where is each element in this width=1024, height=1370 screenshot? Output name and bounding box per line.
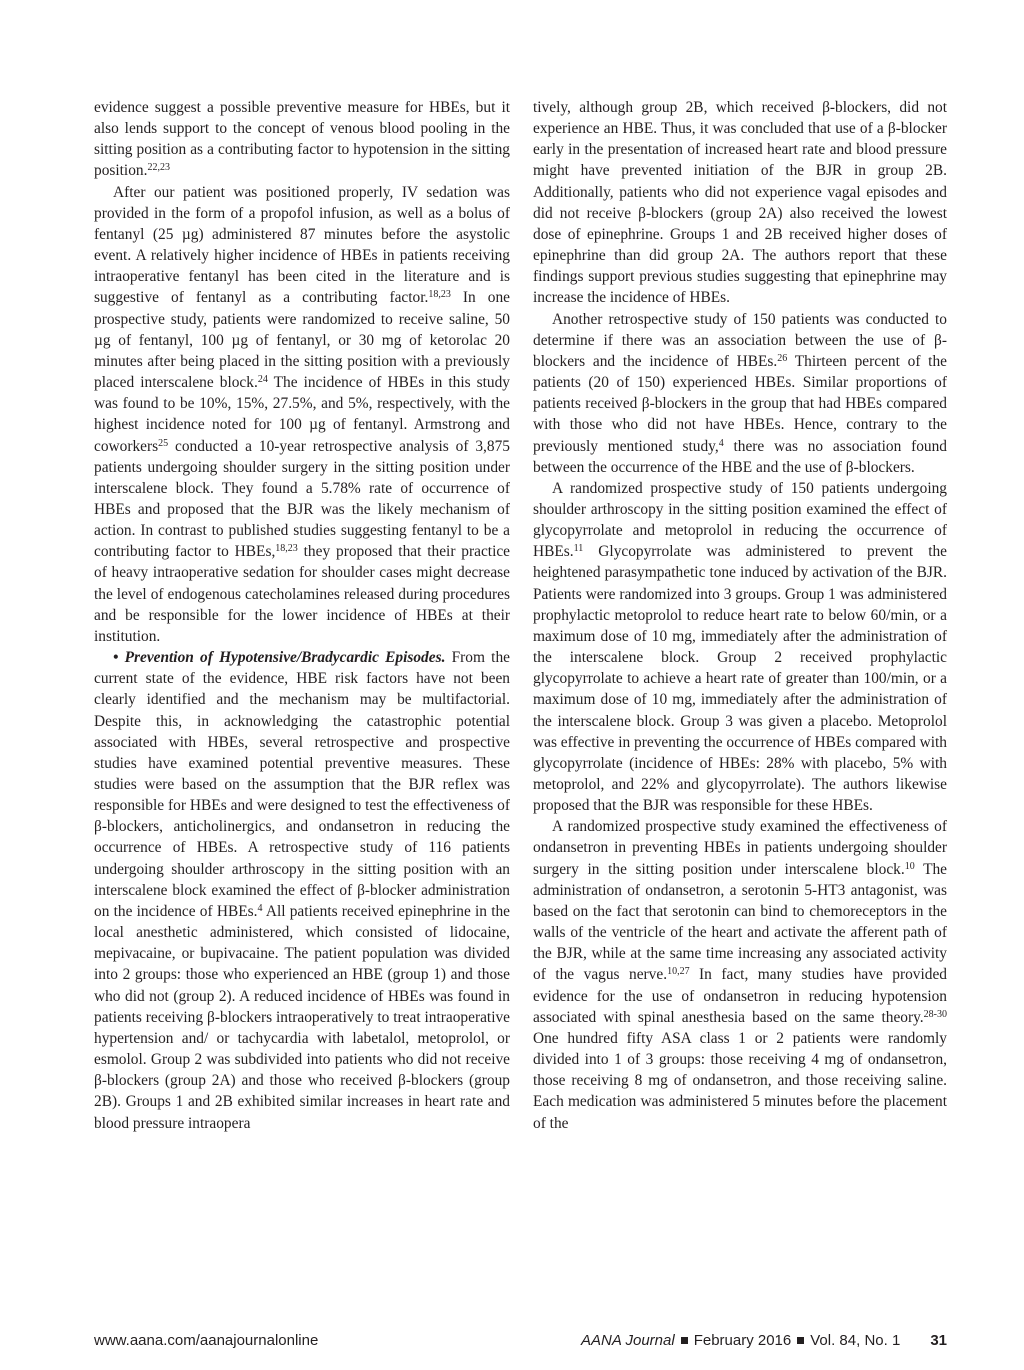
paragraph: A randomized prospective study examined the effectiveness of ondansetron in preventing HBEs in patients undergoing shoulder surgery in the sitting position under interscalene block.$^{10}$ The administration of ondansetron, a serotonin 5-HT3 antagonist, was based on the fact that serotonin can bind to chemoreceptors in the walls of the ventricle of the heart and activate the afferent path of the BJR, while at the same time increasing any associated activity of the vagus nerve.$^{10,27}$ In fact, many studies have provided evidence for the use of ondansetron in reducing hypotension associated with spinal anesthesia based on the same theory.$^{28-30}$ One hundred fifty ASA class 1 or 2 patients were randomly divided into 1 of 3 groups: those receiving 4 mg of ondansetron, those receiving 8 mg of ondansetron, and those receiving saline. Each medication was administered 5 minutes before the placement of the bbox=[533, 818, 947, 1132]
citation: 26 bbox=[777, 352, 788, 364]
citation: 11 bbox=[573, 543, 584, 555]
journal-url-link[interactable]: www.aana.com/aanajournalonline bbox=[94, 1332, 319, 1349]
citation: 4 bbox=[257, 902, 263, 914]
paragraph: tively, although group 2B, which received β-blockers, did not experience an HBE. Thus, it was concluded that use of a β-blocker early in the presentation of increased heart rate and blood pressure might have prevented initiation of the BJR in group 2B. Additionally, patients who did not experience vagal episodes and did not receive β-blockers (group 2A) also received the lowest dose of epinephrine. Groups 1 and 2B received higher doses of epinephrine than did group 2A. The authors report that these findings support previous studies suggesting that epinephrine may increase the incidence of HBEs. bbox=[533, 99, 947, 307]
citation: 22,23 bbox=[147, 162, 170, 174]
left-column bbox=[94, 97, 510, 1134]
footer-citation bbox=[581, 1332, 947, 1349]
square-bullet-icon bbox=[681, 1337, 688, 1344]
paragraph: Another retrospective study of 150 patients was conducted to determine if there was an association between the use of β-blockers and the incidence of HBEs.$^{26}$ Thirteen percent of the patients (20 of 150) experienced HBEs. Similar proportions of patients received β-blockers in the group that had HBEs compared with those who did not have HBEs. Hence, contrary to the previously mentioned study,$^4$ there was no association found between the occurrence of the HBE and the use of β-blockers. bbox=[533, 310, 947, 476]
journal-name: AANA Journal bbox=[581, 1332, 675, 1349]
paragraph: A randomized prospective study of 150 patients undergoing shoulder arthroscopy in the sitting position examined the effect of glycopyrrolate and metoprolol in reducing the occurrence of HBEs.$^{11}$ Glycopyrrolate was administered to prevent the heightened parasympathetic tone induced by activation of the BJR. Patients were randomized into 3 groups. Group 1 was administered prophylactic metoprolol to reduce heart rate to below 60/min, or a maximum dose of 10 mg, immediately after the administration of the interscalene block. Group 2 received prophylactic glycopyrrolate to achieve a heart rate of greater than 100/min, or a maximum dose of 10 mg, immediately after the administration of the interscalene block. Group 3 was given a placebo. Metoprolol was effective in preventing the occurrence of HBEs compared with glycopyrrolate (incidence of HBEs: 28% with placebo, 5% with metoprolol, and 22% and glycopyrrolate). The authors likewise proposed that the BJR was responsible for these HBEs. bbox=[533, 479, 947, 815]
paragraph: After our patient was positioned properly, IV sedation was provided in the form of a propofol infusion, as well as a bolus of fentanyl (25 µg) administered 87 minutes before the asystolic event. A relatively higher incidence of HBEs in patients receiving intraoperative fentanyl has been cited in the literature and is suggestive of fentanyl as a contributing factor.$^{18,23}$ In one prospective study, patients were randomized to receive saline, 50 µg of fentanyl, 100 µg of fentanyl, or 30 mg of ketorolac 20 minutes after being placed in the sitting position with a previously placed interscalene block.$^{24}$ The incidence of HBEs in this study was found to be 10%, 15%, 27.5%, and 5%, respectively, with the highest incidence noted for 100 µg of fentanyl. Armstrong and coworkers$^{25}$ conducted a 10-year retrospective analysis of 3,875 patients undergoing shoulder surgery in the sitting position under interscalene block. They found a 5.78% rate of occurrence of HBEs and proposed that the BJR was the likely mechanism of action. In contrast to published studies suggesting fentanyl to be a contributing factor to HBEs,$^{18,23}$ they proposed that their practice of heavy intraoperative sedation for shoulder cases might decrease the level of endogenous catecholamines released during procedures and be responsible for the lower incidence of HBEs at their institution. bbox=[94, 183, 511, 645]
citation: 18,23 bbox=[428, 289, 451, 301]
citation: 28-30 bbox=[923, 1008, 947, 1020]
section-heading: • Prevention of Hypotensive/Bradycardic Episodes. bbox=[113, 649, 446, 667]
paragraph: evidence suggest a possible preventive measure for HBEs, but it also lends support to the concept of venous blood pooling in the sitting position as a contributing factor to hypotension in the sitting position.$^{22,23}$ bbox=[94, 99, 510, 180]
square-bullet-icon bbox=[797, 1337, 804, 1344]
issue-date: February 2016 bbox=[693, 1332, 792, 1349]
citation: 18,23 bbox=[275, 543, 298, 555]
paragraph: • Prevention of Hypotensive/Bradycardic Episodes. From the current state of the evidence, HBE risk factors have not been clearly identified and the mechanism may be multifactorial. Despite this, in acknowledging the catastrophic potential associated with HBEs, several retrospective and prospective studies have examined potential preventive measures. These studies were based on the assumption that the BJR reflex was responsible for HBEs and were designed to test the effectiveness of β-blockers, anticholinergics, and ondansetron in reducing the occurrence of HBEs. A retrospective study of 116 patients undergoing shoulder arthroscopy in the sitting position with an interscalene block examined the effect of β-blocker administration on the incidence of HBEs.$^4$ All patients received epinephrine in the local anesthetic administered, which consisted of lidocaine, mepivacaine, or bupivacaine. The patient population was divided into 2 groups: those who experienced an HBE (group 1) and those who did not (group 2). A reduced incidence of HBEs was found in patients receiving β-blockers intraoperatively to treat intraoperative hypertension and/ or tachycardia with labetalol, metoprolol, or esmolol. Group 2 was subdivided into patients who did not receive β-blockers (group 2A) and those who received β-blockers (group 2B). Groups 1 and 2B exhibited similar increases in heart rate and blood pressure intraopera bbox=[94, 649, 510, 1132]
volume-issue: Vol. 84, No. 1 bbox=[810, 1332, 901, 1349]
citation: 10,27 bbox=[667, 966, 690, 978]
page-footer bbox=[94, 1332, 947, 1354]
citation: 24 bbox=[257, 374, 268, 386]
citation: 10 bbox=[904, 860, 915, 872]
page-number: 31 bbox=[930, 1332, 947, 1349]
citation: 4 bbox=[718, 437, 724, 449]
citation: 25 bbox=[158, 437, 169, 449]
right-column bbox=[533, 97, 947, 1134]
